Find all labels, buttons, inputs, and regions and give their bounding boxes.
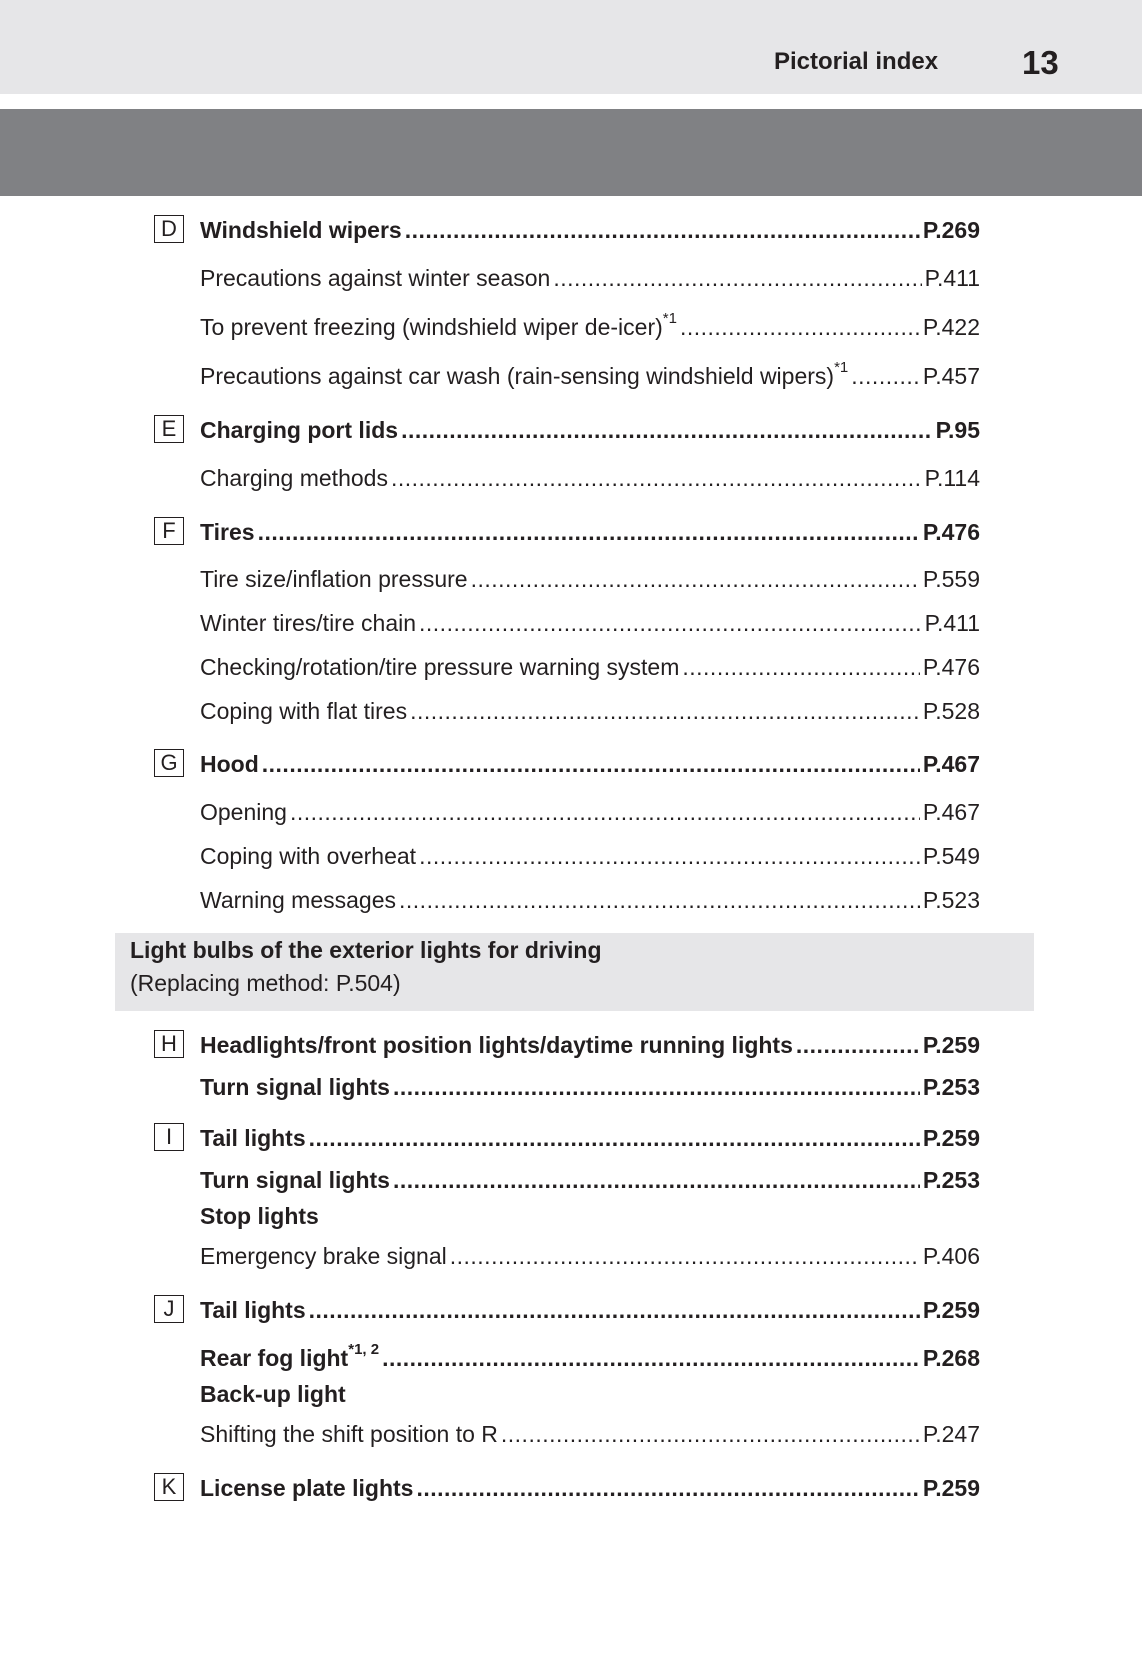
page-link[interactable]: P.457 — [922, 363, 980, 389]
page-link[interactable]: P.259 — [922, 1475, 980, 1501]
entry-label: Back-up light — [200, 1381, 346, 1407]
index-subentry[interactable] — [200, 262, 980, 292]
index-subentry[interactable] — [200, 651, 980, 681]
page-link[interactable]: P.114 — [924, 465, 980, 491]
dot-leader — [471, 565, 920, 593]
page-link[interactable]: P.422 — [922, 314, 980, 340]
page-link[interactable]: P.559 — [922, 566, 980, 592]
entry-label: Tail lights — [200, 1125, 306, 1151]
dot-leader — [419, 842, 920, 870]
page-link[interactable]: P.259 — [922, 1125, 980, 1151]
page-link[interactable]: P.406 — [922, 1243, 980, 1269]
entry-label: Shifting the shift position to R — [200, 1421, 498, 1447]
note-subtitle: (Replacing method: P.504) — [130, 970, 401, 996]
dot-leader — [851, 362, 920, 390]
page-link[interactable]: P.467 — [922, 751, 980, 777]
index-subentry[interactable] — [200, 695, 980, 725]
page-link[interactable]: P.549 — [922, 843, 980, 869]
index-letter-j: J — [154, 1295, 184, 1323]
index-subentry[interactable] — [200, 607, 980, 637]
entry-label: Checking/rotation/tire pressure warning system — [200, 654, 680, 680]
dot-leader — [309, 1296, 920, 1324]
dot-leader — [401, 416, 933, 444]
index-entry-turn-signal-lights[interactable] — [200, 1071, 980, 1101]
index-letter-e: E — [154, 415, 184, 443]
entry-label: Tire size/inflation pressure — [200, 566, 468, 592]
index-subentry[interactable] — [200, 462, 980, 492]
page-link[interactable]: P.253 — [922, 1167, 980, 1193]
dot-leader — [553, 264, 921, 292]
index-entry-tires[interactable] — [200, 516, 980, 546]
entry-label: Tires — [200, 519, 255, 545]
page-link[interactable]: P.476 — [922, 654, 980, 680]
dot-leader — [262, 750, 920, 778]
dot-leader — [258, 518, 920, 546]
footnote-marker: *1, 2 — [348, 1341, 380, 1359]
dot-leader — [290, 798, 920, 826]
index-entry-turn-signal-lights[interactable] — [200, 1164, 980, 1194]
index-letter-i: I — [154, 1123, 184, 1151]
dot-leader — [450, 1242, 920, 1270]
dot-leader — [405, 216, 920, 244]
index-entry-windshield-wipers[interactable] — [200, 214, 980, 244]
section-title: Pictorial index — [774, 48, 939, 75]
index-subentry[interactable] — [200, 360, 980, 390]
entry-label: Warning messages — [200, 887, 397, 913]
entry-label: Coping with overheat — [200, 843, 417, 869]
index-subentry[interactable] — [200, 563, 980, 593]
entry-label: Coping with flat tires — [200, 698, 408, 724]
note-title: Light bulbs of the exterior lights for driving — [130, 937, 602, 963]
entry-label: Windshield wipers — [200, 217, 402, 243]
page-link[interactable]: P.253 — [922, 1074, 980, 1100]
page-link[interactable]: P.268 — [922, 1345, 980, 1371]
dot-leader — [382, 1344, 920, 1372]
page-link[interactable]: P.411 — [924, 265, 980, 291]
entry-label: Winter tires/tire chain — [200, 610, 417, 636]
index-subentry[interactable] — [200, 884, 980, 914]
entry-label: Emergency brake signal — [200, 1243, 447, 1269]
index-subentry[interactable] — [200, 1418, 980, 1448]
dot-leader — [399, 886, 920, 914]
index-letter-k: K — [154, 1473, 184, 1501]
entry-label: Rear fog light$^{*1, 2}$ — [200, 1341, 380, 1371]
index-entry-headlights[interactable] — [200, 1029, 980, 1059]
index-letter-d: D — [154, 215, 184, 243]
page-header — [0, 0, 1142, 94]
page-link[interactable]: P.247 — [922, 1421, 980, 1447]
dot-leader — [416, 1474, 919, 1502]
index-entry-hood[interactable] — [200, 748, 980, 778]
dot-leader — [391, 464, 922, 492]
index-entry-charging-port-lids[interactable] — [200, 414, 980, 444]
dot-leader — [309, 1124, 920, 1152]
index-entry-license-plate-lights[interactable] — [200, 1472, 980, 1502]
page-link[interactable]: P.259 — [922, 1297, 980, 1323]
entry-label: To prevent freezing (windshield wiper de-icer)$^{*1}$ — [200, 310, 677, 340]
dot-leader — [680, 313, 920, 341]
entry-label: Hood — [200, 751, 259, 777]
page-link[interactable]: P.269 — [922, 217, 980, 243]
entry-label: Stop lights — [200, 1203, 319, 1229]
index-letter-h: H — [154, 1030, 184, 1058]
illustration-band — [0, 109, 1142, 196]
index-subentry[interactable] — [200, 1240, 980, 1270]
page-link[interactable]: P.523 — [922, 887, 980, 913]
footnote-marker: *1 — [834, 359, 849, 377]
dot-leader — [393, 1073, 920, 1101]
dot-leader — [410, 697, 920, 725]
entry-label: Tail lights — [200, 1297, 306, 1323]
entry-label: Charging port lids — [200, 417, 399, 443]
index-letter-f: F — [154, 517, 184, 545]
index-letter-g: G — [154, 749, 184, 777]
page-link[interactable]: P.95 — [935, 417, 980, 443]
dot-leader — [419, 609, 922, 637]
page-link[interactable]: P.411 — [924, 610, 980, 636]
footnote-marker: *1 — [662, 310, 677, 328]
entry-label: Turn signal lights — [200, 1074, 390, 1100]
index-heading-back-up-light — [200, 1378, 980, 1408]
index-heading-stop-lights — [200, 1200, 980, 1230]
index-subentry[interactable] — [200, 796, 980, 826]
page-link[interactable]: P.467 — [922, 799, 980, 825]
dot-leader — [393, 1166, 920, 1194]
entry-label: Turn signal lights — [200, 1167, 390, 1193]
light-bulbs-note — [115, 933, 1034, 1011]
entry-label: Charging methods — [200, 465, 388, 491]
index-entry-tail-lights[interactable] — [200, 1294, 980, 1324]
dot-leader — [501, 1420, 920, 1448]
entry-label: Headlights/front position lights/daytime running lights — [200, 1032, 793, 1058]
index-entry-rear-fog-light[interactable] — [200, 1342, 980, 1372]
index-subentry[interactable] — [200, 840, 980, 870]
entry-label: Precautions against car wash (rain-sensing windshield wipers)$^{*1}$ — [200, 359, 849, 389]
dot-leader — [796, 1031, 920, 1059]
page-link[interactable]: P.259 — [922, 1032, 980, 1058]
entry-label: Precautions against winter season — [200, 265, 551, 291]
entry-label: License plate lights — [200, 1475, 414, 1501]
page-link[interactable]: P.476 — [922, 519, 980, 545]
entry-label: Opening — [200, 799, 287, 825]
index-subentry[interactable] — [200, 311, 980, 341]
page-number: 13 — [1022, 44, 1059, 81]
page-link[interactable]: P.528 — [922, 698, 980, 724]
dot-leader — [682, 653, 919, 681]
index-entry-tail-lights[interactable] — [200, 1122, 980, 1152]
